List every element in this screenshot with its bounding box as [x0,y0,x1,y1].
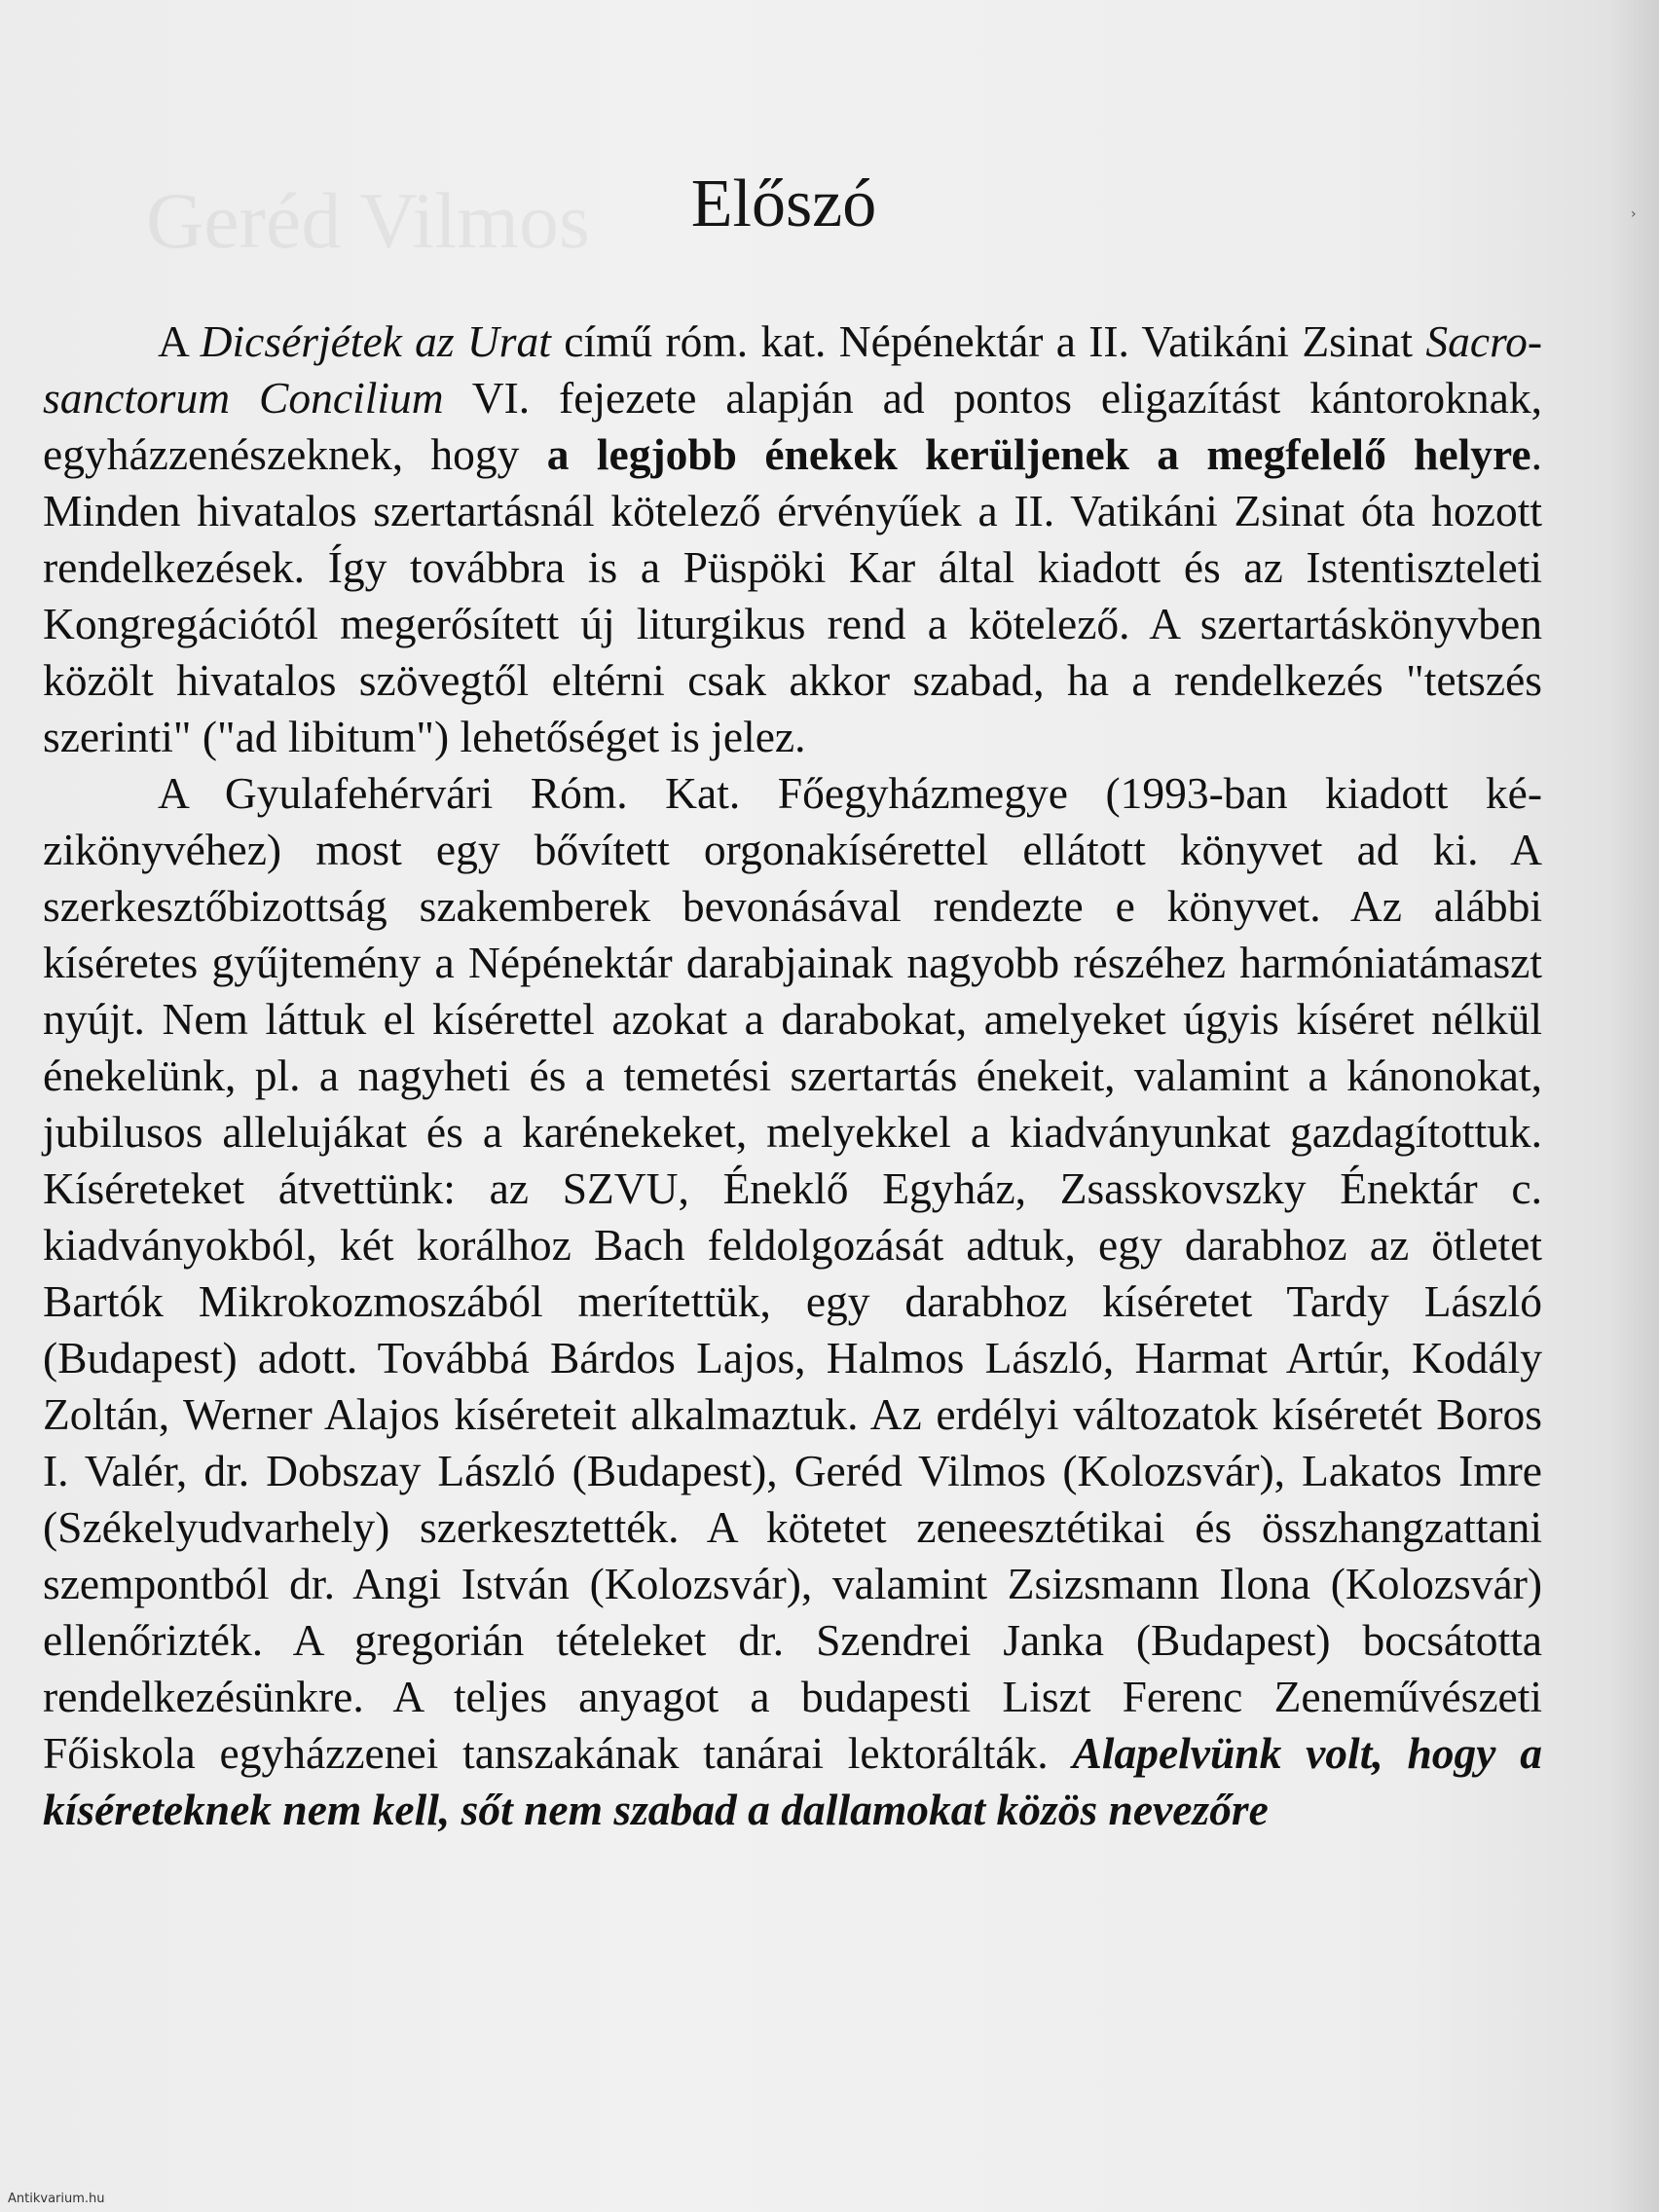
page-edge-mark: › [1631,206,1637,222]
paragraph-1 [43,313,1542,765]
body-text [43,313,1542,1838]
show-through-text: Geréd Vilmos [146,176,590,265]
paragraph-2 [43,765,1542,1838]
watermark: Antikvarium.hu [8,2192,105,2206]
p2-bold-italic-phrase: Alapelvünk volt, hogy a kíséreteknek nem kell, sőt nem szabad a dallamokat közös nevezőre [43,1728,1543,1834]
p1-bold-phrase: a legjobb énekek kerüljenek a megfelelő helyre [546,429,1531,479]
p1-text-1: A [158,316,201,366]
p2-text-1: A Gyulafehérvári Róm. Kat. Főegyházmegye (1993-ban kiadott kézikönyvéhez) most egy bővített orgonakísérettel ellátott könyvet ad ki. A szerkesztőbizottság szakemberek bevonásával rendezte e könyvet. Az alábbi kíséretes gyűjtemény a Népénektár darabjainak nagyobb részéhez harmóniatámaszt nyújt. Nem láttuk el kísérettel azokat a darabokat, amelyeket úgyis kíséret nélkül énekelünk, pl. a nagyheti és a temetési szertartás énekeit, valamint a kánonokat, jubilusos allelujákat és a karénekeket, melyekkel a kiadványunkat gazdagítottuk. Kíséreteket átvettünk: az SZVU, Éneklő Egyház, Zsasskovszky Énektár c. kiadványokból, két korálhoz Bach feldolgozását adtuk, egy darabhoz az ötletet Bartók Mikrokozmoszából merítettük, egy darabhoz kíséretet Tardy László (Budapest) adott. Továbbá Bárdos Lajos, Halmos László, Harmat Artúr, Kodály Zoltán, Werner Alajos kíséreteit alkalmaztuk. Az erdélyi változatok kíséretét Boros I. Valér, dr. Dobszay László (Budapest), Geréd Vilmos (Kolozsvár), Lakatos Imre (Székelyudvarhely) szerkesztették. A kötetet zeneesztétikai és összhangzattani szempontból dr. Angi István (Kolozsvár), valamint Zsizsmann Ilona (Kolozsvár) ellenőrizték. A gregorián tételeket dr. Szendrei Janka (Budapest) bocsátotta rendelkezésünkre. A teljes anyagot a budapesti Liszt Ferenc Zeneművészeti Főiskola egyházzenei tanszakának tanárai lektorálták. [43,768,1542,1778]
p1-text-4: . Minden hivatalos szertartásnál kötelező érvényűek a II. Vatikáni Zsinat óta hozott rendelkezések. Így továbbra is a Püspöki Kar által kiadott és az Istentiszteleti Kongregációtól megerősített új liturgikus rend a kötelező. A szertartáskönyvben közölt hivatalos szövegtől eltérni csak akkor szabad, ha a rendelkezés "tetszés szerinti" ("ad libitum") lehetőséget is jelez. [43,429,1542,761]
page-title: Előszó [690,166,877,241]
p1-text-3: VI. fejezete alapján ad pontos eligazítást kántoroknak, egyházzenészeknek, hogy [43,373,1543,479]
p1-text-2: című róm. kat. Népénektár a II. Vatikáni Zsinat [550,316,1426,366]
p1-book-title: Dicsérjétek az Urat [200,316,551,366]
p1-document-title: Sacro-sanctorum Concilium [43,316,1543,423]
